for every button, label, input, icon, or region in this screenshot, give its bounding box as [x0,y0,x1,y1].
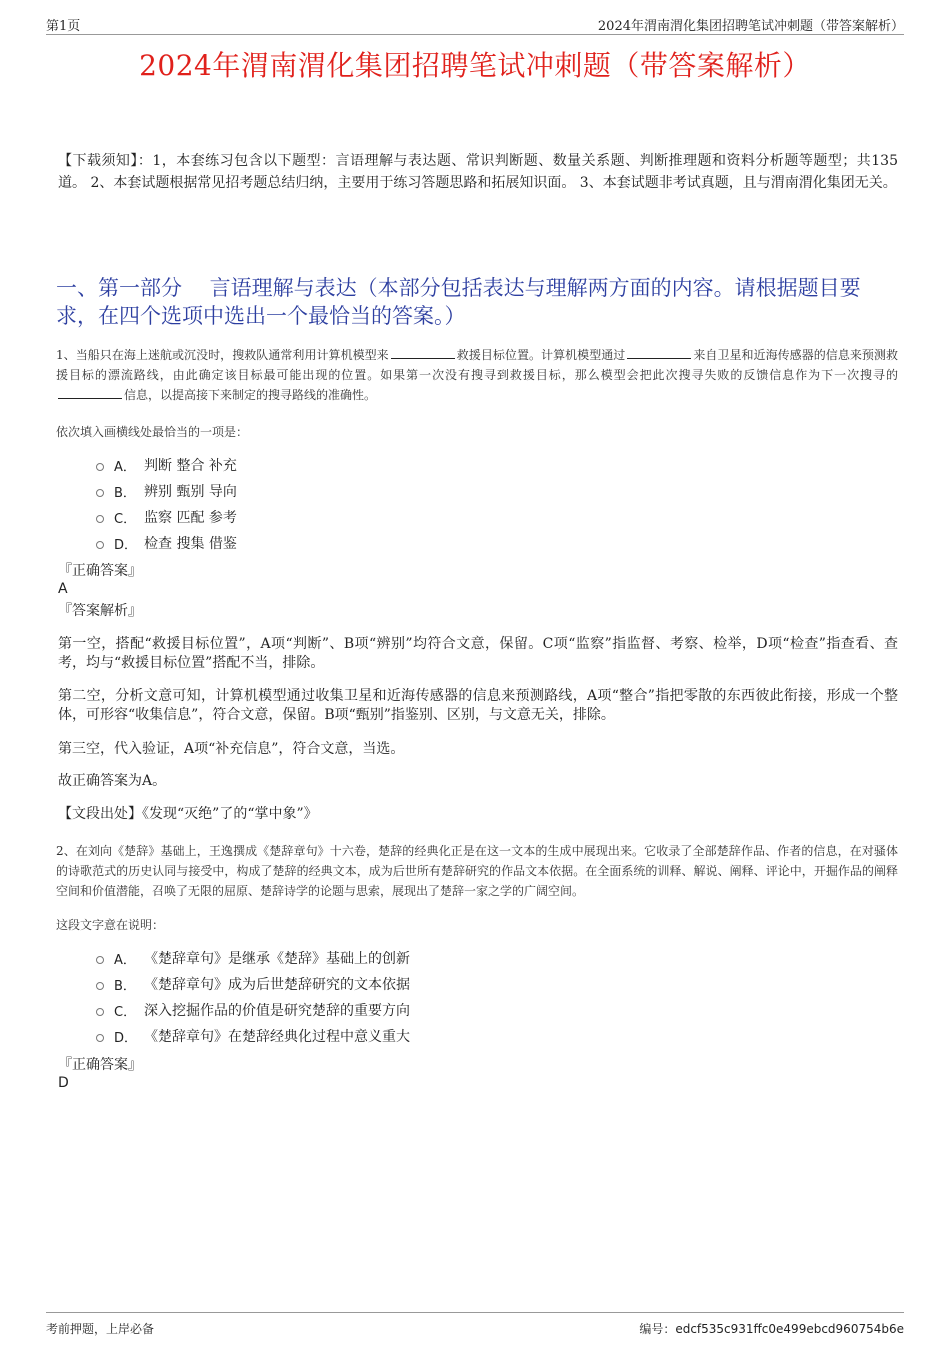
radio-icon[interactable] [96,982,104,990]
option-text: 检查 搜集 借鉴 [144,536,237,552]
option-text: 辨别 甄别 导向 [144,484,237,500]
option-a[interactable] [96,945,410,971]
option-text: 《楚辞章句》在楚辞经典化过程中意义重大 [144,1029,410,1045]
option-d[interactable] [96,530,237,556]
question-2-options [96,945,410,1049]
option-a[interactable] [96,452,237,478]
option-text: 深入挖掘作品的价值是研究楚辞的重要方向 [144,1003,410,1019]
option-text: 《楚辞章句》是继承《楚辞》基础上的创新 [144,951,410,967]
question-1-options [96,452,237,556]
analysis-paragraph: 第一空，搭配“救援目标位置”，A项“判断”、B项“辨别”均符合文意，保留。C项“监察”指监督、考察、检举，D项“检查”指查看、查考，均与“救援目标位置”搭配不当，排除。 [58,636,898,671]
source-citation: 【文段出处】《发现“灭绝”了的“掌中象”》 [58,806,318,822]
question-1-stem [56,345,898,405]
option-letter: B． [114,978,136,994]
analysis-paragraph: 故正确答案为A。 [58,773,167,789]
analysis-paragraph: 第二空，分析文意可知，计算机模型通过收集卫星和近海传感器的信息来预测路线，A项“整合”指把零散的东西彼此衔接，形成一个整体，可形容“收集信息”，符合文意，保留。B项“甄别”指鉴别、区别，与文意无关，排除。 [58,688,898,723]
option-letter: C． [114,511,137,527]
radio-icon[interactable] [96,489,104,497]
footer-slogan: 考前押题，上岸必备 [46,1322,155,1336]
radio-icon[interactable] [96,541,104,549]
option-text: 判断 整合 补充 [144,458,237,474]
option-d[interactable] [96,1023,410,1049]
option-letter: B． [114,485,136,501]
option-text: 《楚辞章句》成为后世楚辞研究的文本依据 [144,977,410,993]
page-footer [46,1312,904,1337]
download-notice: 【下载须知】：1，本套练习包含以下题型：言语理解与表达题、常识判断题、数量关系题、判断推理题和资料分析题等题型；共135道。 2、本套试题根据常见招考题总结归纳，主要用于练习答题思路和拓展知识面。 3、本套试题非考试真题，且与渭南渭化集团无关。 [58,153,898,191]
option-text: 监察 匹配 参考 [144,510,237,526]
question-1-prompt: 依次填入画横线处最恰当的一项是： [56,425,249,439]
question-1-text-part: 信息，以提高接下来制定的搜寻路线的准确性。 [124,388,377,402]
radio-icon[interactable] [96,1008,104,1016]
correct-answer-label: 『正确答案』 [58,1057,142,1073]
question-1-text-part: 1、当船只在海上迷航或沉没时，搜救队通常利用计算机模型来 [56,348,389,362]
question-1-text-part: 救援目标位置。计算机模型通过 [456,348,626,362]
radio-icon[interactable] [96,1034,104,1042]
analysis-paragraph: 第三空，代入验证，A项“补充信息”，符合文意，当选。 [58,741,405,757]
option-letter: D． [114,1030,138,1046]
fill-blank [627,346,691,359]
question-1-text-part: 来自卫星和近海传感器的信息来预测救援目标的漂流路线，由此确定该目标最可能出现的位置。如果第一次没有搜寻到救援目标，那么模型会把此次搜寻失败的反馈信息作为下一次搜寻的 [56,348,898,382]
question-2-stem: 2、在刘向《楚辞》基础上，王逸撰成《楚辞章句》十六卷，楚辞的经典化正是在这一文本的生成中展现出来。它收录了全部楚辞作品、作者的信息，在对骚体的诗歌范式的历史认同与接受中，构成了楚辞的经典文本，成为后世所有楚辞研究的作品文本依据。在全面系统的训释、解说、阐释、评论中，开掘作品的阐释空间和价值潜能，召唤了无限的屈原、楚辞诗学的论题与思索，展现出了楚辞一家之学的广阔空间。 [56,844,898,898]
correct-answer: A [58,581,68,597]
header-doc-title: 2024年渭南渭化集团招聘笔试冲刺题（带答案解析） [597,18,904,34]
fill-blank [391,346,455,359]
option-letter: C． [114,1004,137,1020]
option-b[interactable] [96,971,410,997]
question-2-prompt: 这段文字意在说明： [56,918,165,932]
document-code: 编号：edcf535c931ffc0e499ebcd960754b6e [639,1322,904,1336]
radio-icon[interactable] [96,956,104,964]
correct-answer: D [58,1075,69,1091]
radio-icon[interactable] [96,515,104,523]
option-letter: A． [114,952,136,968]
fill-blank [58,386,122,399]
page-header [46,14,904,35]
option-letter: D． [114,537,138,553]
option-c[interactable] [96,997,410,1023]
analysis-label: 『答案解析』 [58,603,142,619]
option-letter: A． [114,459,136,475]
page-number: 第1页 [46,18,81,34]
option-c[interactable] [96,504,237,530]
radio-icon[interactable] [96,463,104,471]
correct-answer-label: 『正确答案』 [58,563,142,579]
section-heading: 一、第一部分 言语理解与表达（本部分包括表达与理解两方面的内容。请根据题目要求，在四个选项中选出一个最恰当的答案。） [56,276,861,328]
document-title: 2024年渭南渭化集团招聘笔试冲刺题（带答案解析） [139,49,811,82]
option-b[interactable] [96,478,237,504]
